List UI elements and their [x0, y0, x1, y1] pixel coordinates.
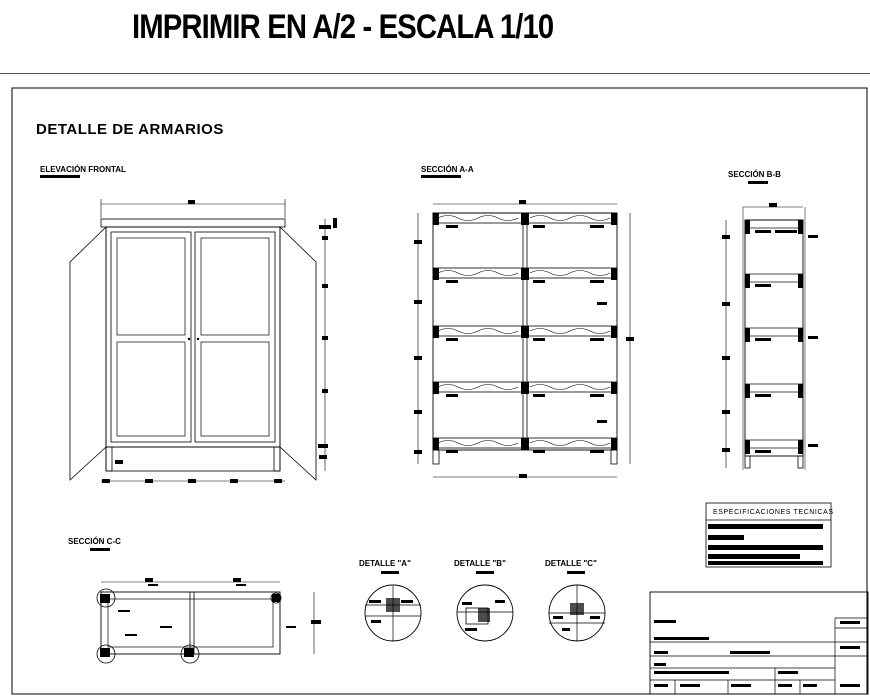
title-block [650, 592, 868, 694]
shelf-b-0 [745, 220, 803, 228]
drawing-heading: DETALLE DE ARMARIOS [36, 121, 224, 138]
detail-c [545, 559, 605, 641]
shelf-b-4 [745, 440, 803, 448]
detail-a-label: DETALLE "A" [359, 559, 411, 568]
detail-a [359, 559, 421, 641]
specs-title: ESPECIFICACIONES TECNICAS [713, 509, 834, 516]
front-elevation-label: ELEVACIÓN FRONTAL [40, 165, 126, 174]
page-title: IMPRIMIR EN A/2 - ESCALA 1/10 [132, 8, 554, 46]
shelf-b-3 [745, 384, 803, 392]
shelf-b-2 [745, 328, 803, 336]
specs-box [706, 503, 834, 567]
section-a-label: SECCIÓN A-A [421, 165, 474, 174]
shelf-b-1 [745, 274, 803, 282]
detail-b [454, 559, 513, 641]
section-b-label: SECCIÓN B-B [728, 170, 781, 179]
front-elevation [40, 165, 337, 483]
section-c-label: SECCIÓN C-C [68, 537, 121, 546]
section-b-b [722, 170, 818, 470]
detail-c-label: DETALLE "C" [545, 559, 597, 568]
section-c-c [68, 537, 321, 663]
section-a-a [414, 165, 634, 478]
detail-b-label: DETALLE "B" [454, 559, 506, 568]
